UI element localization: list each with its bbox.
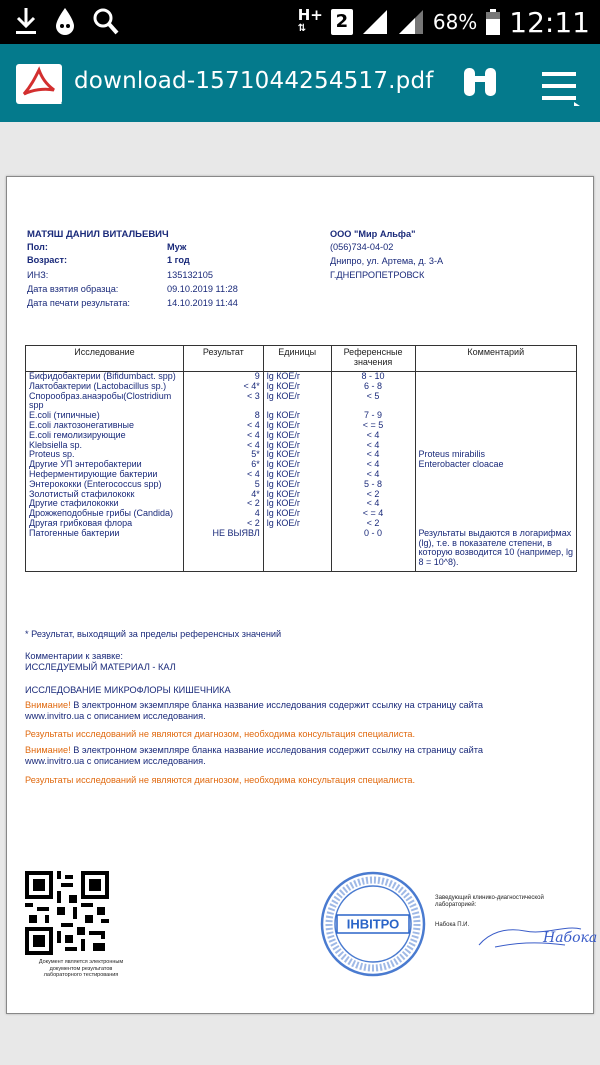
cell-result: < 4: [183, 421, 263, 431]
cell-unit: lg КОЕ/г: [263, 431, 331, 441]
cell-unit: lg КОЕ/г: [263, 480, 331, 490]
cell-comment: [415, 480, 577, 490]
signature-icon: [475, 915, 598, 955]
lab-stamp-icon: [319, 870, 427, 978]
col-header-ref: Референсные значения: [331, 346, 415, 372]
table-row: [26, 431, 577, 441]
cell-comment: Proteus mirabilis: [415, 450, 577, 460]
cell-ref: < 4: [331, 431, 415, 441]
results-table: [25, 345, 577, 572]
col-header-unit: Единицы: [263, 346, 331, 372]
warning-word: Внимание!: [25, 700, 71, 710]
cell-result: < 3: [183, 392, 263, 412]
stamp-text: ІНВІТРО: [346, 916, 400, 932]
cell-study: E.coli гемолизирующие: [26, 431, 184, 441]
cell-result: < 4: [183, 441, 263, 451]
cell-unit: lg КОЕ/г: [263, 509, 331, 519]
cell-unit: lg КОЕ/г: [263, 450, 331, 460]
cell-comment: [415, 509, 577, 519]
cell-study: Другие УП энтеробактерии: [26, 460, 184, 470]
cell-comment: Результаты выдаются в логарифмах (lg), т.е. в показателе степени, в которую возводится 10 (например, lg 8 = 10^8).: [415, 529, 577, 572]
battery-percent: 68%: [432, 10, 478, 34]
disclaimer-2: Результаты исследований не являются диагнозом, необходима консультация специалиста.: [25, 775, 416, 785]
patient-name: МАТЯШ ДАНИЛ ВИТАЛЬЕВИЧ: [27, 229, 169, 240]
document-title: download-1571044254517.pdf: [74, 68, 434, 94]
cell-comment: Enterobacter cloacae: [415, 460, 577, 470]
cell-result: НЕ ВЫЯВЛ: [183, 529, 263, 572]
cell-ref: < 4: [331, 460, 415, 470]
sex-label: Пол:: [27, 242, 48, 252]
cell-unit: lg КОЕ/г: [263, 372, 331, 382]
warning-word-2: Внимание!: [25, 745, 71, 755]
warning-link-1[interactable]: www.invitro.ua с описанием исследования.: [25, 711, 206, 721]
col-header-study: Исследование: [26, 346, 184, 372]
cell-study: Proteus sp.: [26, 450, 184, 460]
disclaimer-1: Результаты исследований не являются диагнозом, необходима консультация специалиста.: [25, 729, 416, 739]
cell-unit: lg КОЕ/г: [263, 421, 331, 431]
lab-name: ООО "Мир Альфа": [330, 229, 416, 239]
comments-value: ИССЛЕДУЕМЫЙ МАТЕРИАЛ - КАЛ: [25, 662, 176, 672]
cell-study: Бифидобактерии (Bifidumbact. spp): [26, 372, 184, 382]
signer-name: Набока П.И.: [435, 922, 470, 928]
cell-study: Неферментирующие бактерии: [26, 470, 184, 480]
cell-ref: < 2: [331, 519, 415, 529]
cell-result: < 4: [183, 431, 263, 441]
cell-ref: 7 - 9: [331, 411, 415, 421]
cell-study: Энтерококки (Enterococcus spp): [26, 480, 184, 490]
cell-study: Другие стафилококки: [26, 499, 184, 509]
table-row: [26, 441, 577, 451]
notification-icons: [14, 6, 120, 36]
lab-address: Днипро, ул. Артема, д. 3-А: [330, 256, 444, 266]
cell-ref: < 4: [331, 499, 415, 509]
cell-ref: 6 - 8: [331, 382, 415, 392]
signal-icon: [361, 8, 389, 36]
footnote: * Результат, выходящий за пределы референсных значений: [25, 629, 282, 639]
cell-comment: [415, 470, 577, 480]
cell-study: Спорообраз.анаэробы(Clostridium spp: [26, 392, 184, 412]
study-title: ИССЛЕДОВАНИЕ МИКРОФЛОРЫ КИШЕЧНИКА: [25, 685, 231, 695]
cell-unit: [263, 529, 331, 572]
cell-comment: [415, 392, 577, 412]
cell-result: 4: [183, 509, 263, 519]
cell-ref: 0 - 0: [331, 529, 415, 572]
system-icons: [298, 4, 590, 40]
inz-value: 135132105: [167, 270, 213, 280]
sim-badge: 2: [331, 9, 353, 35]
table-row: [26, 392, 577, 412]
reading-mode-icon[interactable]: [460, 62, 500, 102]
warning-text: В электронном экземпляре бланка название исследования содержит ссылку на страницу сайта: [70, 700, 484, 710]
cell-study: E.coli (типичные): [26, 411, 184, 421]
clock: 12:11: [509, 5, 590, 39]
status-bar: [0, 0, 600, 44]
battery-icon: [485, 8, 501, 36]
cell-comment: [415, 382, 577, 392]
cell-study: Другая грибковая флора: [26, 519, 184, 529]
cell-comment: [415, 490, 577, 500]
cell-result: 9: [183, 372, 263, 382]
cell-comment: [415, 421, 577, 431]
cell-unit: lg КОЕ/г: [263, 490, 331, 500]
cell-ref: < 4: [331, 441, 415, 451]
cell-ref: < 4: [331, 470, 415, 480]
col-header-comment: Комментарий: [415, 346, 577, 372]
cell-result: < 4*: [183, 382, 263, 392]
cell-unit: lg КОЕ/г: [263, 470, 331, 480]
cell-ref: < 4: [331, 450, 415, 460]
cell-unit: lg КОЕ/г: [263, 441, 331, 451]
cell-study: Klebsiella sp.: [26, 441, 184, 451]
print-date-label: Дата печати результата:: [27, 298, 130, 308]
pdf-app-icon[interactable]: [16, 64, 62, 104]
cell-result: 5: [183, 480, 263, 490]
qr-caption: Документ является электронным документом результатов лабораторного тестирования: [38, 959, 124, 978]
cell-result: < 2: [183, 499, 263, 509]
search-icon: [92, 6, 120, 36]
cell-unit: lg КОЕ/г: [263, 460, 331, 470]
cell-ref: < 5: [331, 392, 415, 412]
cell-comment: [415, 431, 577, 441]
cell-unit: lg КОЕ/г: [263, 392, 331, 412]
table-row: [26, 529, 577, 572]
sex-value: Муж: [167, 242, 187, 252]
warning-text-2: В электронном экземпляре бланка название исследования содержит ссылку на страницу сайта: [70, 745, 484, 755]
cell-study: E.coli лактозонегативные: [26, 421, 184, 431]
cell-ref: < 2: [331, 490, 415, 500]
cell-unit: lg КОЕ/г: [263, 382, 331, 392]
warning-link-2[interactable]: www.invitro.ua с описанием исследования.: [25, 756, 206, 766]
col-header-result: Результат: [183, 346, 263, 372]
cell-comment: [415, 411, 577, 421]
cell-study: Дрожжеподобные грибы (Candida): [26, 509, 184, 519]
cell-comment: [415, 499, 577, 509]
download-icon: [14, 6, 38, 36]
cell-ref: < = 5: [331, 421, 415, 431]
cell-study: Патогенные бактерии: [26, 529, 184, 572]
warning-block-2: [25, 745, 483, 756]
cell-comment: [415, 372, 577, 382]
cell-ref: < = 4: [331, 509, 415, 519]
cell-result: 4*: [183, 490, 263, 500]
cell-result: 8: [183, 411, 263, 421]
signature-text: Набока: [543, 930, 598, 946]
signer-title: Заведующий клинико-диагностической лабораторией:: [435, 895, 544, 908]
lab-city: Г.ДНЕПРОПЕТРОВСК: [330, 270, 425, 280]
cell-result: < 2: [183, 519, 263, 529]
sample-date-value: 09.10.2019 11:28: [167, 284, 238, 294]
sample-date-label: Дата взятия образца:: [27, 284, 119, 294]
cell-unit: lg КОЕ/г: [263, 499, 331, 509]
cell-study: Золотистый стафилококк: [26, 490, 184, 500]
age-value: 1 год: [167, 255, 190, 265]
pdf-page: [6, 176, 598, 1014]
inz-label: ИНЗ:: [27, 270, 49, 280]
water-drop-icon: [54, 6, 76, 36]
cell-ref: 5 - 8: [331, 480, 415, 490]
cell-result: 6*: [183, 460, 263, 470]
cell-unit: lg КОЕ/г: [263, 411, 331, 421]
cell-unit: lg КОЕ/г: [263, 519, 331, 529]
comments-label: Комментарии к заявке:: [25, 651, 123, 661]
signal-icon-2: [397, 8, 425, 36]
lab-phone: (056)734-04-02: [330, 242, 394, 252]
cell-result: < 4: [183, 470, 263, 480]
cell-result: 5*: [183, 450, 263, 460]
print-date-value: 14.10.2019 11:44: [167, 298, 238, 308]
menu-icon[interactable]: [540, 66, 580, 106]
qr-code-icon: [25, 871, 109, 955]
network-type: H+ ⇅: [297, 6, 323, 34]
age-label: Возраст:: [27, 255, 68, 265]
app-bar: [0, 44, 600, 122]
cell-study: Лактобактерии (Lactobacillus sp.): [26, 382, 184, 392]
cell-ref: 8 - 10: [331, 372, 415, 382]
warning-block-1: [25, 700, 483, 711]
